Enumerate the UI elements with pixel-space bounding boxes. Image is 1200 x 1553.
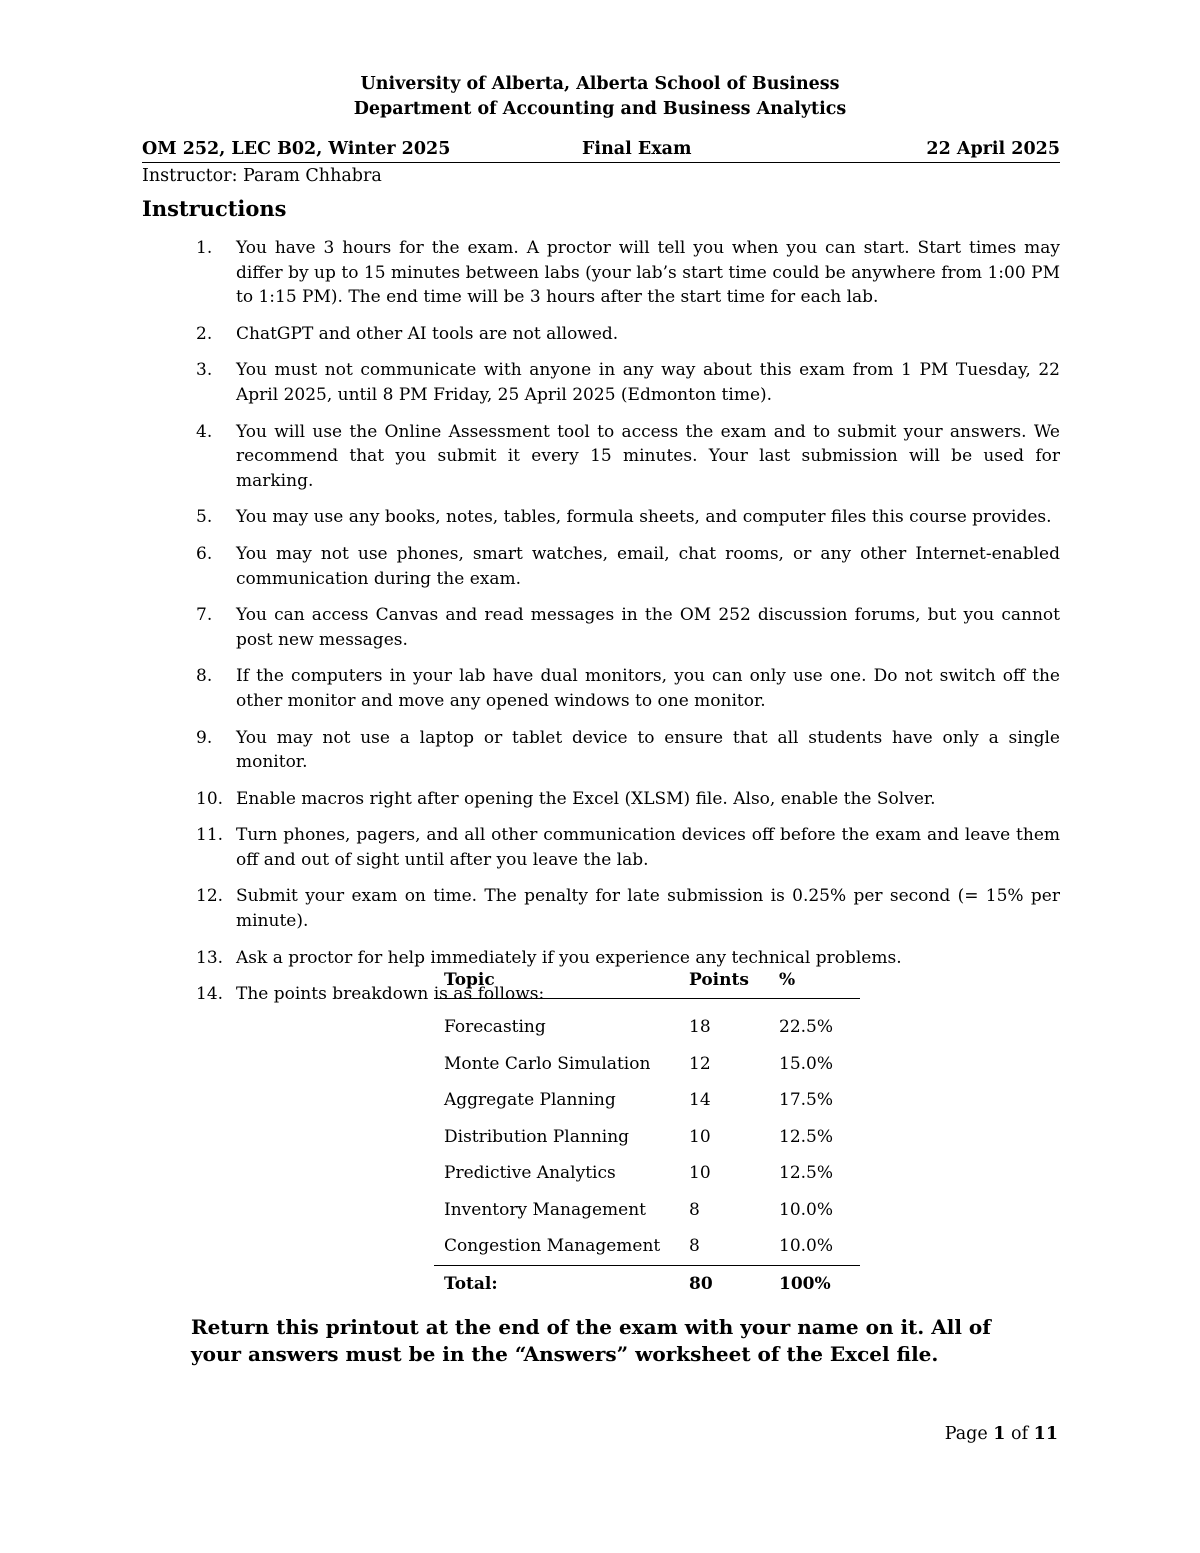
total-percent: 100%	[769, 1265, 860, 1302]
header-topic: Topic	[434, 968, 679, 999]
points-cell: 18	[689, 1017, 711, 1038]
points-cell: 14	[689, 1090, 711, 1111]
list-item	[142, 884, 1060, 933]
list-item	[142, 664, 1060, 713]
item-text: Submit your exam on time. The penalty for late submission is 0.25% per second (= 15% per minute).	[236, 886, 1060, 932]
item-text: You may not use phones, smart watches, email, chat rooms, or any other Internet-enabled communication during the exam.	[236, 543, 1060, 589]
item-text: Enable macros right after opening the Excel (XLSM) file. Also, enable the Solver.	[236, 788, 936, 809]
topic-cell: Forecasting	[444, 1017, 546, 1038]
instructions-heading: Instructions	[142, 196, 287, 221]
percent-cell: 12.5%	[779, 1126, 834, 1147]
item-number: 14.	[196, 984, 224, 1005]
item-text: You can access Canvas and read messages in the OM 252 discussion forums, but you cannot post new messages.	[236, 605, 1060, 650]
points-cell: 8	[689, 1236, 700, 1257]
item-number: 7.	[196, 605, 213, 626]
of-word: of	[1011, 1424, 1029, 1444]
return-note: Return this printout at the end of the exam with your name on it. All of your answers must be in the “Answers” worksheet of the Excel file.	[191, 1315, 991, 1366]
item-text: If the computers in your lab have dual monitors, you can only use one. Do not switch off the other monitor and move any opened windows to one monitor.	[236, 666, 1060, 711]
item-number: 5.	[196, 507, 213, 528]
total-label: Total:	[434, 1265, 679, 1302]
item-number: 3.	[196, 360, 213, 381]
percent-cell: 12.5%	[779, 1163, 834, 1184]
topic-cell: Distribution Planning	[444, 1126, 630, 1147]
exam-name: Final Exam	[582, 139, 692, 159]
percent-cell: 17.5%	[779, 1090, 834, 1111]
item-text: You must not communicate with anyone in any way about this exam from 1 PM Tuesday, 22 April 2025, until 8 PM Friday, 25 April 2025 (Edmonton time).	[236, 360, 1060, 405]
item-number: 6.	[196, 543, 213, 564]
points-cell: 12	[689, 1053, 711, 1074]
item-number: 12.	[196, 886, 224, 907]
item-number: 2.	[196, 323, 213, 344]
course-info-bar	[142, 139, 1060, 163]
list-item	[142, 358, 1060, 407]
table-row	[434, 1192, 860, 1229]
percent-cell: 10.0%	[779, 1236, 834, 1257]
total-points: 80	[679, 1265, 769, 1302]
item-number: 9.	[196, 727, 213, 748]
list-item	[142, 236, 1060, 310]
item-number: 4.	[196, 421, 213, 442]
instructor-name: Instructor: Param Chhabra	[142, 166, 382, 186]
points-cell: 10	[689, 1163, 711, 1184]
total-pages: 11	[1033, 1424, 1058, 1444]
page-word: Page	[944, 1424, 988, 1444]
item-text: Turn phones, pagers, and all other communication devices off before the exam and leave them off and out of sight until after you leave the lab.	[236, 825, 1060, 870]
item-number: 11.	[196, 825, 224, 846]
header-points: Points	[679, 968, 769, 999]
topic-cell: Inventory Management	[444, 1199, 647, 1220]
item-text: You may not use a laptop or tablet device to ensure that all students have only a single monitor.	[236, 727, 1060, 773]
list-item	[142, 787, 1060, 812]
table-row	[434, 1228, 860, 1265]
item-number: 13.	[196, 947, 224, 968]
course-code: OM 252, LEC B02, Winter 2025	[142, 139, 451, 159]
item-text: You have 3 hours for the exam. A proctor will tell you when you can start. Start times may differ by up to 15 minutes between labs (your lab’s start time could be anywhere from 1:00 PM to 1:15 PM). The end time will be 3 hours after the start time for each lab.	[236, 238, 1060, 308]
department-title: Department of Accounting and Business Analytics	[353, 99, 847, 119]
list-item	[142, 420, 1060, 494]
item-text: ChatGPT and other AI tools are not allowed.	[236, 323, 619, 344]
item-text: You will use the Online Assessment tool to access the exam and to submit your answers. We recommend that you submit it every 15 minutes. Your last submission will be used for marking.	[236, 421, 1060, 491]
list-item	[142, 542, 1060, 591]
list-item	[142, 726, 1060, 775]
topic-cell: Aggregate Planning	[444, 1090, 616, 1111]
table-row	[434, 1119, 860, 1156]
topic-cell: Congestion Management	[444, 1236, 661, 1257]
instructions-list	[142, 236, 1060, 1019]
percent-cell: 10.0%	[779, 1199, 834, 1220]
university-title: University of Alberta, Alberta School of Business	[360, 74, 840, 94]
points-cell: 10	[689, 1126, 711, 1147]
item-text: You may use any books, notes, tables, formula sheets, and computer files this course provides.	[236, 507, 1052, 528]
table-row	[434, 999, 860, 1046]
current-page: 1	[993, 1424, 1006, 1444]
list-item	[142, 946, 1060, 971]
table-total-row	[434, 1265, 860, 1302]
topic-cell: Predictive Analytics	[444, 1163, 616, 1184]
percent-cell: 22.5%	[779, 1017, 834, 1038]
header-percent: %	[769, 968, 860, 999]
table-row	[434, 1046, 860, 1083]
table-row	[434, 1155, 860, 1192]
page-number	[945, 1424, 1058, 1444]
table-row	[434, 1082, 860, 1119]
item-number: 1.	[196, 238, 213, 258]
list-item	[142, 823, 1060, 872]
points-breakdown-table	[434, 968, 860, 1302]
exam-date: 22 April 2025	[926, 139, 1060, 159]
item-number: 10.	[196, 788, 224, 809]
list-item	[142, 322, 1060, 347]
percent-cell: 15.0%	[779, 1053, 834, 1074]
table-header-row	[434, 968, 860, 999]
item-text: The points breakdown is as follows:	[236, 984, 545, 1005]
topic-cell: Monte Carlo Simulation	[444, 1053, 651, 1074]
points-cell: 8	[689, 1199, 700, 1220]
list-item	[142, 603, 1060, 652]
list-item	[142, 505, 1060, 530]
item-number: 8.	[196, 666, 213, 687]
item-text: Ask a proctor for help immediately if you experience any technical problems.	[236, 947, 902, 968]
